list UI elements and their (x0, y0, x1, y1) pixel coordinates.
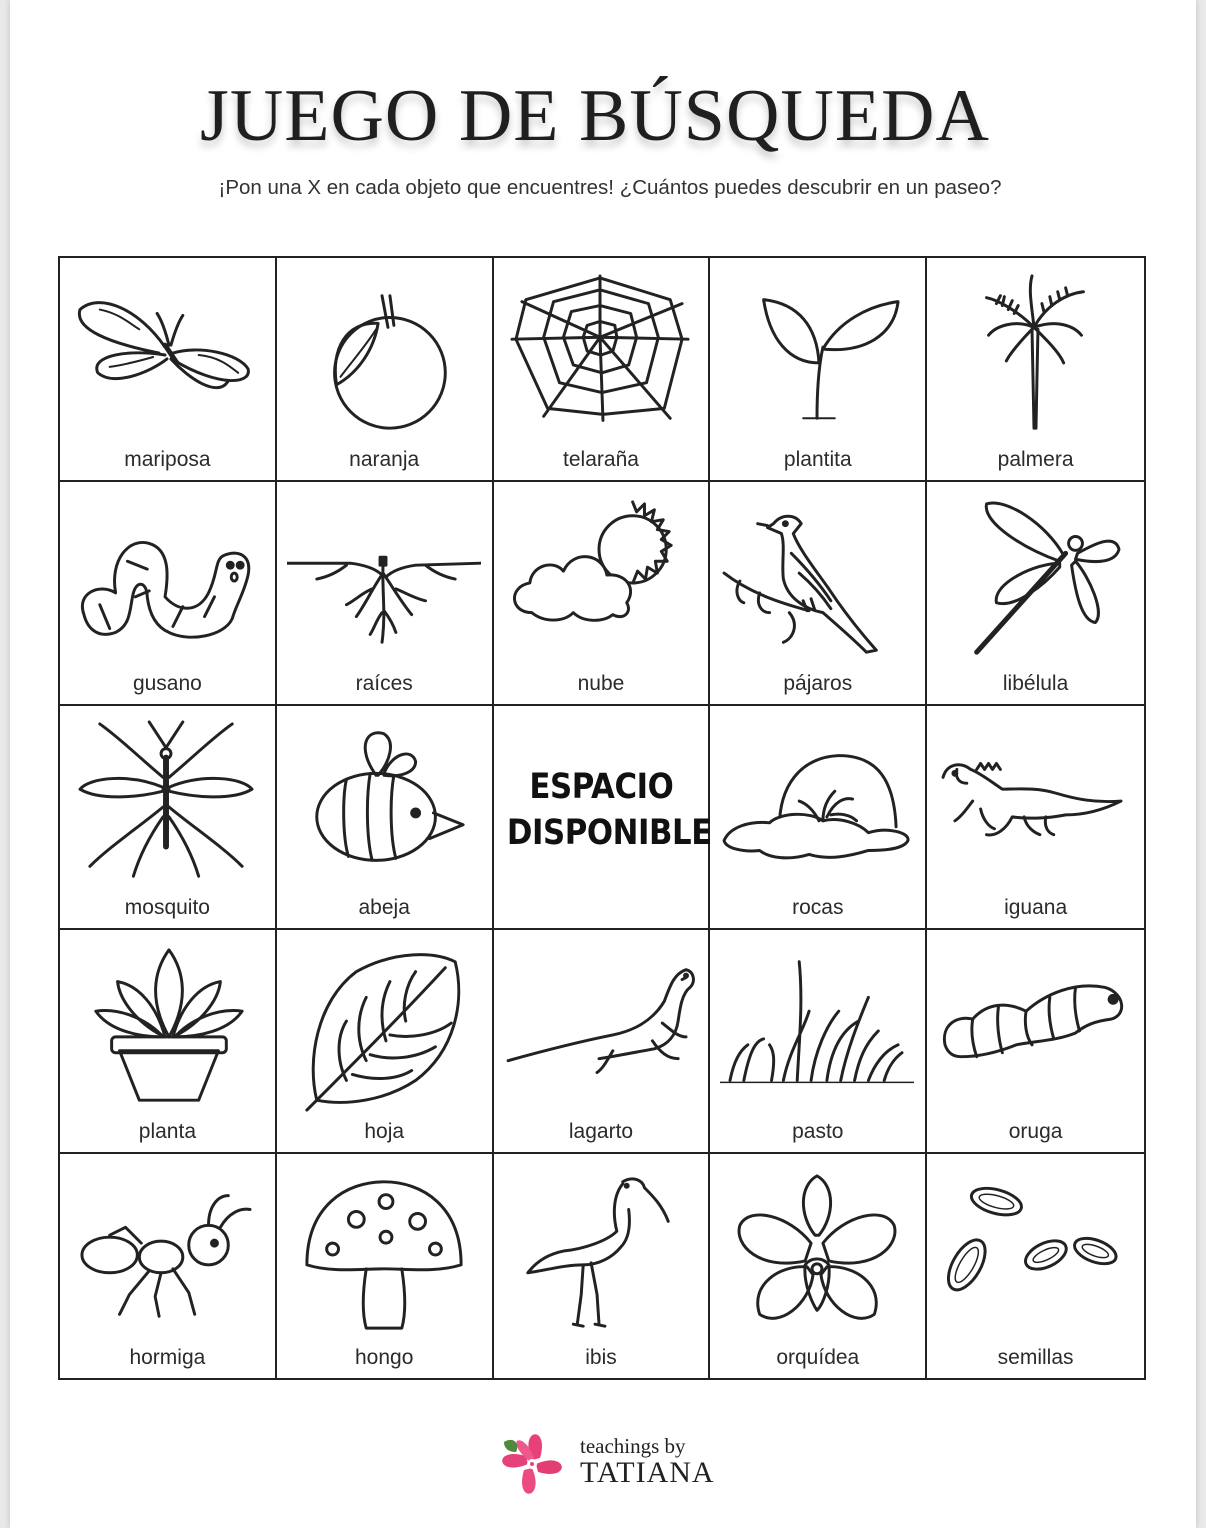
grid-cell[interactable] (60, 706, 277, 930)
roots-icon (287, 494, 481, 668)
cell-label: oruga (1008, 1120, 1063, 1143)
grid-cell[interactable] (277, 930, 494, 1154)
cell-label: hoja (364, 1120, 405, 1143)
cell-label: naranja (349, 448, 420, 471)
grid-cell[interactable] (494, 930, 711, 1154)
logo-text-bottom: TATIANA (580, 1456, 715, 1489)
ant-icon (70, 1166, 264, 1340)
cell-label: abeja (358, 896, 410, 919)
sprout-icon (720, 270, 914, 444)
grid-cell[interactable] (60, 930, 277, 1154)
grid-cell[interactable] (927, 930, 1144, 1154)
grid-cell[interactable] (277, 258, 494, 482)
grid-cell[interactable] (494, 706, 711, 930)
free-space-line: ESPACIO (529, 767, 673, 807)
orange-icon (287, 270, 481, 444)
mosquito-icon (70, 718, 264, 892)
ibis-icon (504, 1166, 698, 1340)
cell-label: ibis (585, 1346, 617, 1369)
grid-cell[interactable] (494, 1154, 711, 1378)
caterpillar-icon (937, 942, 1131, 1116)
cell-label: semillas (997, 1346, 1074, 1369)
page-title: JUEGO DE BÚSQUEDA (200, 75, 990, 157)
cell-label: gusano (132, 672, 202, 695)
grid-cell[interactable] (494, 258, 711, 482)
lizard-icon (504, 942, 698, 1116)
grid-cell[interactable] (494, 482, 711, 706)
spiderweb-icon (504, 270, 698, 444)
grid-cell[interactable] (710, 482, 927, 706)
cell-label: raíces (355, 672, 413, 695)
cell-label: hormiga (129, 1346, 206, 1369)
cell-label: libélula (1002, 672, 1069, 695)
rocks-icon (720, 718, 914, 892)
palm-tree-icon (937, 270, 1131, 444)
grid-cell[interactable] (60, 1154, 277, 1378)
orchid-icon (720, 1166, 914, 1340)
free-space-text (506, 764, 712, 856)
iguana-icon (937, 718, 1131, 892)
mushroom-icon (287, 1166, 481, 1340)
cell-label: telaraña (563, 448, 639, 471)
butterfly-icon (70, 270, 264, 444)
grid-cell[interactable] (927, 258, 1144, 482)
cell-label: lagarto (568, 1120, 634, 1143)
brand-logo (494, 1418, 734, 1502)
grid-cell[interactable] (710, 930, 927, 1154)
grid-cell[interactable] (60, 258, 277, 482)
cell-label: rocas (792, 896, 844, 919)
grid-cell[interactable] (710, 258, 927, 482)
grid-cell[interactable] (277, 482, 494, 706)
bird-icon (720, 494, 914, 668)
worksheet-page (10, 0, 1196, 1528)
grid-cell[interactable] (927, 1154, 1144, 1378)
grid-cell[interactable] (927, 482, 1144, 706)
potted-plant-icon (70, 942, 264, 1116)
seeds-icon (937, 1166, 1131, 1340)
cell-label: iguana (1004, 896, 1068, 919)
grid-cell[interactable] (927, 706, 1144, 930)
bingo-grid (58, 256, 1146, 1380)
cell-label: plantita (783, 448, 852, 471)
grid-cell[interactable] (710, 1154, 927, 1378)
bougainvillea-flower-icon (494, 1422, 574, 1502)
cell-label: nube (577, 672, 625, 695)
cell-label: orquídea (776, 1346, 860, 1369)
cloud-sun-icon (504, 494, 698, 668)
cell-label: hongo (354, 1346, 414, 1369)
leaf-icon (287, 942, 481, 1116)
dragonfly-icon (937, 494, 1131, 668)
logo-text-top: teachings by (580, 1434, 686, 1458)
grass-icon (720, 942, 914, 1116)
grid-cell[interactable] (277, 706, 494, 930)
grid-cell[interactable] (277, 1154, 494, 1378)
page-subtitle: ¡Pon una X en cada objeto que encuentres! ¿Cuántos puedes descubrir en un paseo? (218, 176, 1002, 199)
worm-icon (70, 494, 264, 668)
cell-label: mosquito (124, 896, 210, 919)
cell-label: pasto (792, 1120, 844, 1143)
cell-label: pájaros (783, 672, 853, 695)
cell-label: planta (138, 1120, 196, 1143)
cell-label: mariposa (124, 448, 211, 471)
grid-cell[interactable] (710, 706, 927, 930)
cell-label: palmera (997, 448, 1074, 471)
grid-cell[interactable] (60, 482, 277, 706)
free-space-line: DISPONIBLE (506, 813, 712, 853)
bee-icon (287, 718, 481, 892)
